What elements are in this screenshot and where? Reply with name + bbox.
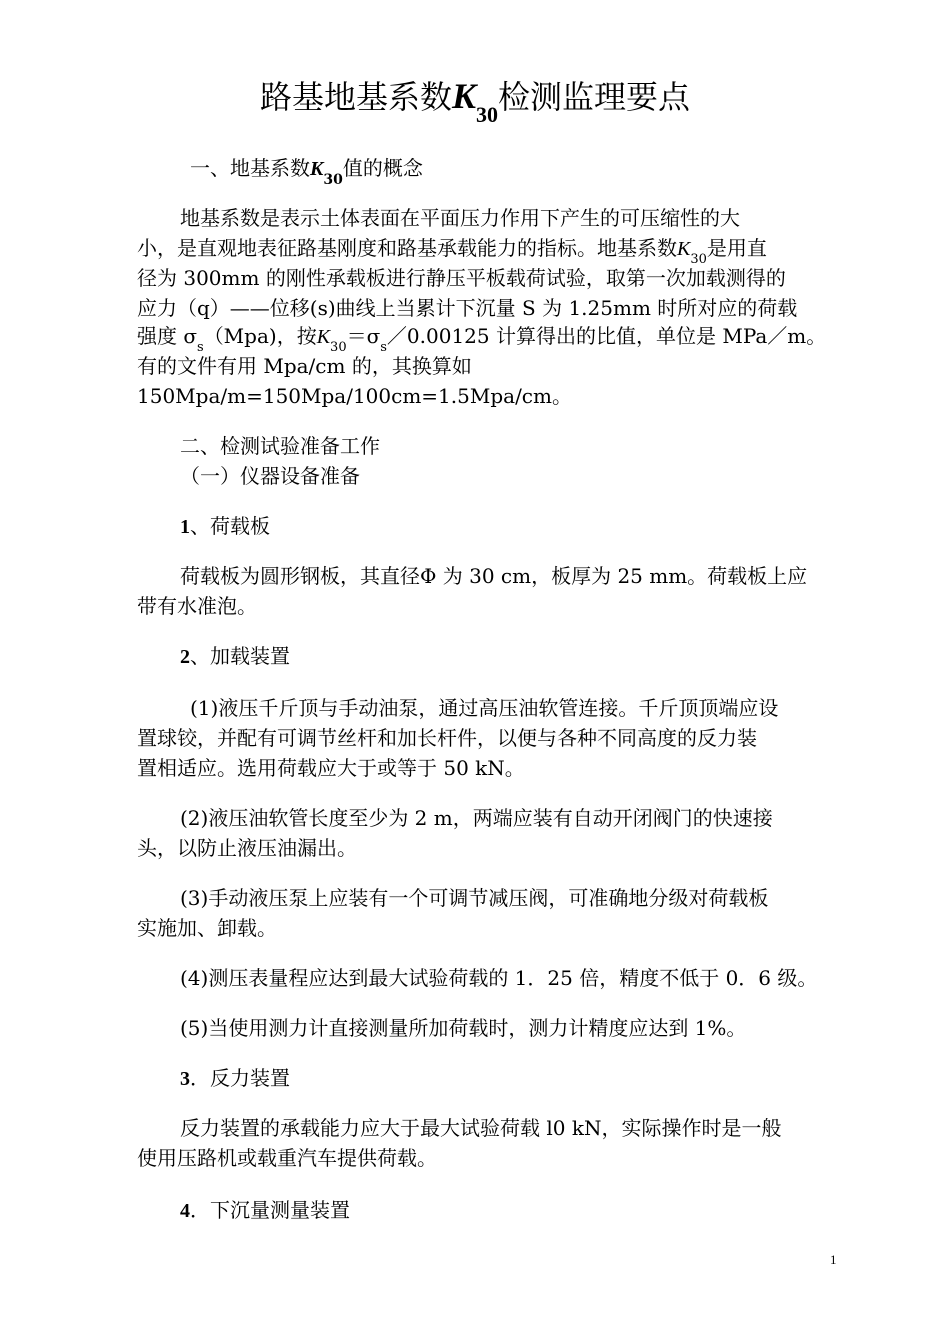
page-number: 1 xyxy=(830,1252,837,1267)
para1-line5-sigma-sub-2: s xyxy=(380,340,387,355)
section-1-k-sub: 30 xyxy=(323,172,343,188)
para1-line2-k-sub: 30 xyxy=(690,252,707,267)
para1-line5-k: K xyxy=(316,326,331,348)
title-text: 路基地基系数 xyxy=(259,78,452,116)
item-3-label: ．反力装置 xyxy=(190,1066,290,1090)
section-1-heading-pre: 一、地基系数 xyxy=(190,156,310,180)
item-3-heading xyxy=(180,1064,290,1093)
para1-line2-tail: 是用直 xyxy=(706,236,767,260)
para1-line5-k-sub: 30 xyxy=(330,340,347,355)
para1-line5-a: 强度 σ xyxy=(137,324,198,348)
item-2-p5: (5)当使用测力计直接测量所加荷载时，测力计精度应达到 1%。 xyxy=(180,1016,747,1040)
item-1-number: 1 xyxy=(180,516,190,538)
item-2-p2-line1: (2)液压油软管长度至少为 2 m，两端应装有自动开闭阀门的快速接 xyxy=(180,806,773,830)
para1-line1: 地基系数是表示土体表面在平面压力作用下产生的可压缩性的大 xyxy=(180,206,740,230)
para1-line6: 有的文件有用 Mpa/cm 的，其换算如 xyxy=(137,354,472,378)
para1-line3: 径为 300mm 的刚性承载板进行静压平板载荷试验，取第一次加载测得的 xyxy=(137,266,786,290)
para1-line2-text: 小，是直观地表征路基刚度和路基承载能力的指标。地基系数 xyxy=(137,236,677,260)
item-4-heading xyxy=(180,1196,350,1225)
title-k-symbol: K xyxy=(451,76,476,116)
para1-line5-d: ／0.00125 计算得出的比值，单位是 MPa／m。 xyxy=(386,324,827,348)
section-1-heading-post: 值的概念 xyxy=(342,156,423,180)
section-2-subheading: （一）仪器设备准备 xyxy=(180,464,360,488)
section-2-heading: 二、检测试验准备工作 xyxy=(180,434,380,458)
para1-line2 xyxy=(137,234,767,266)
para1-line2-k: K xyxy=(677,238,691,260)
item-3-line1: 反力装置的承载能力应大于最大试验荷载 l0 kN，实际操作时是一般 xyxy=(180,1116,782,1140)
item-4-number: 4 xyxy=(180,1200,190,1222)
para1-line7: 150Mpa/m=150Mpa/100cm=1.5Mpa/cm。 xyxy=(137,384,572,408)
item-2-number: 2 xyxy=(180,646,190,668)
item-4-label: ．下沉量测量装置 xyxy=(190,1198,350,1222)
para1-line5 xyxy=(137,322,826,354)
title-tail: 检测监理要点 xyxy=(498,78,691,116)
item-1-line1: 荷载板为圆形钢板，其直径Φ 为 30 cm，板厚为 25 mm。荷载板上应 xyxy=(180,564,808,588)
item-1-label: 、荷载板 xyxy=(190,514,270,538)
item-2-p2-line2: 头，以防止液压油漏出。 xyxy=(137,836,357,860)
item-2-p3-line1: (3)手动液压泵上应装有一个可调节减压阀，可准确地分级对荷载板 xyxy=(180,886,769,910)
title-k-subscript: 30 xyxy=(476,102,498,127)
page-title xyxy=(0,72,950,125)
item-2-label: 、加载装置 xyxy=(190,644,290,668)
item-1-heading xyxy=(180,512,270,541)
item-2-p4: (4)测压表量程应达到最大试验荷载的 1．25 倍，精度不低于 0．6 级。 xyxy=(180,966,818,990)
item-3-number: 3 xyxy=(180,1068,190,1090)
para1-line5-c: ＝σ xyxy=(346,324,381,348)
para1-line5-b: （Mpa)，按 xyxy=(203,324,317,348)
item-2-p1-line1: (1)液压千斤顶与手动油泵，通过高压油软管连接。千斤顶顶端应设 xyxy=(190,696,779,720)
section-1-heading xyxy=(190,154,423,188)
para1-line5-sigma-sub: s xyxy=(197,340,204,355)
item-3-line2: 使用压路机或载重汽车提供荷载。 xyxy=(137,1146,437,1170)
item-1-line2: 带有水准泡。 xyxy=(137,594,257,618)
item-2-p1-line2: 置球铰，并配有可调节丝杆和加长杆件，以便与各种不同高度的反力装 xyxy=(137,726,757,750)
item-2-p1-line3: 置相适应。选用荷载应大于或等于 50 kN。 xyxy=(137,756,525,780)
para1-line4: 应力（q）——位移(s)曲线上当累计下沉量 S 为 1.25mm 时所对应的荷载 xyxy=(137,296,798,320)
item-2-p3-line2: 实施加、卸载。 xyxy=(137,916,277,940)
item-2-heading xyxy=(180,642,290,671)
section-1-k: K xyxy=(310,158,324,180)
